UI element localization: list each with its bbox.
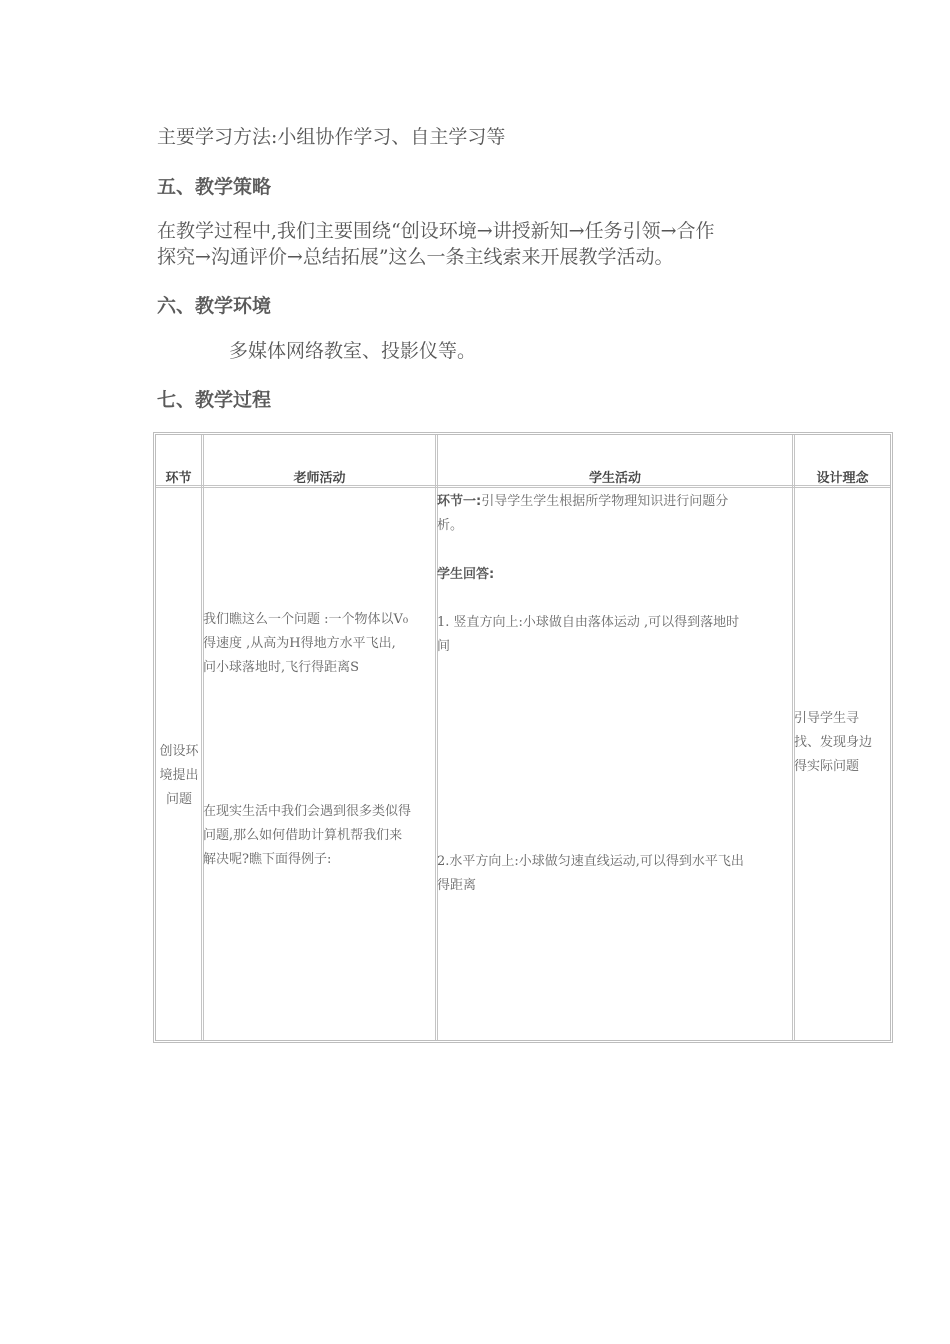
design-text-line: 得实际问题 — [794, 759, 860, 774]
header-teacher-activity: 老师活动 — [293, 471, 346, 486]
teaching-process-table — [153, 432, 893, 1043]
teacher-text-line: 在现实生活中我们会遇到很多类似得 — [203, 804, 412, 819]
section-6-heading: 六、教学环境 — [157, 295, 272, 317]
student-answer-line: 1. 竖直方向上:小球做自由落体运动 ,可以得到落地时 — [437, 615, 740, 630]
student-answer-2 — [437, 850, 791, 898]
environment-text: 多媒体网络教室、投影仪等。 — [229, 340, 477, 362]
strategy-line-2: 探究→沟通评价→总结拓展”这么一条主线索来开展教学活动。 — [157, 246, 674, 268]
stage-one-label: 环节一: — [437, 494, 482, 509]
stage-text-line: 境提出 — [159, 768, 199, 783]
teacher-text-line: 得速度 ,从高为H得地方水平飞出, — [203, 636, 396, 651]
teacher-text-line: 解决呢?瞧下面得例子: — [203, 852, 332, 867]
column-divider — [201, 435, 204, 1040]
teacher-text-line: 问题,那么如何借助计算机帮我们来 — [203, 828, 403, 843]
stage-one-text: 引导学生学生根据所学物理知识进行问题分 — [481, 494, 729, 509]
teacher-text-line: 我们瞧这么一个问题 :一个物体以V₀ — [203, 612, 409, 627]
header-student-activity: 学生活动 — [588, 471, 641, 486]
student-answer-label: 学生回答: — [437, 567, 495, 582]
design-concept-cell — [794, 707, 890, 779]
student-answer-line: 2.水平方向上:小球做匀速直线运动,可以得到水平飞出 — [437, 854, 744, 869]
header-design-concept: 设计理念 — [816, 471, 869, 486]
teacher-question-1 — [203, 608, 435, 680]
stage-cell — [157, 740, 201, 812]
student-answer-line: 间 — [437, 639, 451, 654]
design-text-line: 引导学生寻 — [794, 711, 860, 726]
teacher-text-line: 问小球落地时,飞行得距离S — [203, 660, 360, 675]
student-stage-one — [437, 490, 791, 538]
learning-method-text: 主要学习方法:小组协作学习、自主学习等 — [157, 126, 506, 148]
strategy-line-1: 在教学过程中,我们主要围绕“创设环境→讲授新知→任务引领→合作 — [157, 220, 715, 242]
student-answer-1 — [437, 611, 791, 659]
teacher-question-2 — [203, 800, 435, 872]
section-7-heading: 七、教学过程 — [157, 389, 272, 411]
stage-text-line: 问题 — [165, 792, 192, 807]
stage-one-text-cont: 析。 — [437, 518, 464, 533]
stage-text-line: 创设环 — [159, 744, 199, 759]
header-stage: 环节 — [165, 471, 192, 486]
design-text-line: 找、发现身边 — [794, 735, 873, 750]
student-answer-line: 得距离 — [437, 878, 477, 893]
section-5-heading: 五、教学策略 — [157, 176, 272, 198]
